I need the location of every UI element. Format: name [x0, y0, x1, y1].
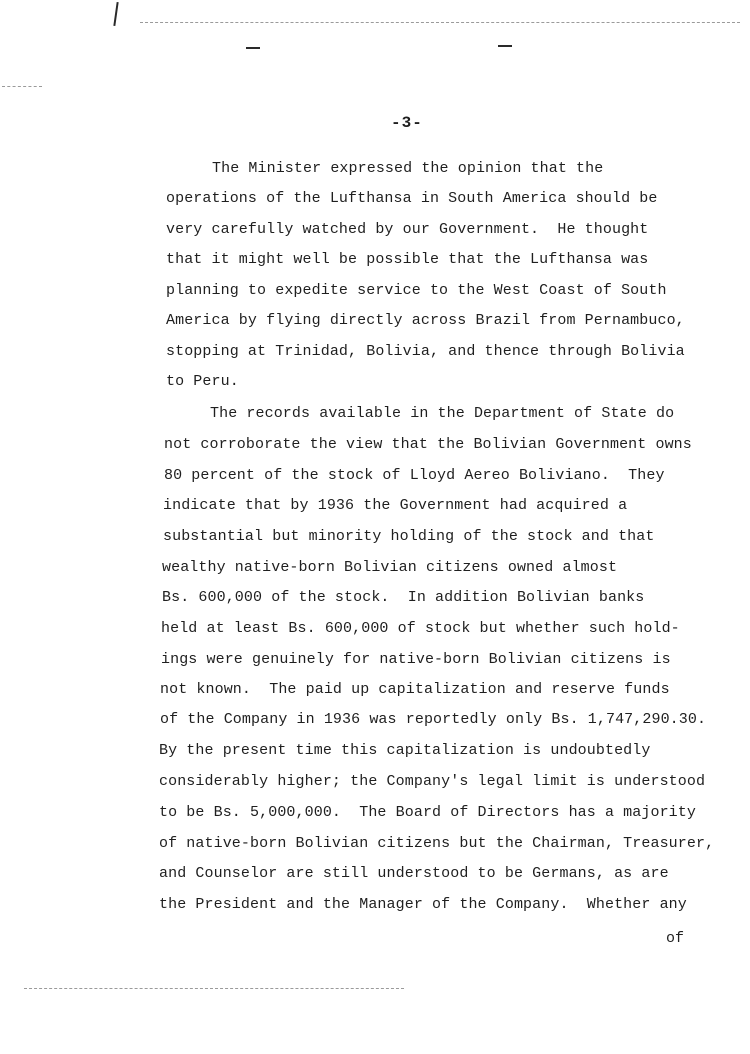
text-line: to be Bs. 5,000,000. The Board of Directors has a majority — [159, 804, 696, 821]
text-line: planning to expedite service to the West Coast of South — [166, 282, 667, 299]
text-line: held at least Bs. 600,000 of stock but whether such hold- — [161, 620, 680, 637]
scan-dots-bottom — [24, 988, 404, 989]
scan-mark-vertical — [113, 2, 118, 26]
text-line: stopping at Trinidad, Bolivia, and thence through Bolivia — [166, 343, 685, 360]
scan-dash-2 — [498, 45, 512, 47]
text-line: not corroborate the view that the Bolivian Government owns — [164, 436, 692, 453]
text-line: and Counselor are still understood to be Germans, as are — [159, 865, 669, 882]
text-line: considerably higher; the Company's legal limit is understood — [159, 773, 706, 790]
catchword: of — [666, 930, 685, 947]
text-line: wealthy native-born Bolivian citizens owned almost — [162, 559, 618, 576]
page-number: -3- — [391, 114, 423, 132]
text-line: The records available in the Department of State do — [210, 405, 675, 422]
text-line: indicate that by 1936 the Government had acquired a — [163, 497, 628, 514]
text-line: that it might well be possible that the Lufthansa was — [166, 251, 649, 268]
text-line: very carefully watched by our Government. He thought — [166, 221, 649, 238]
text-line: of native-born Bolivian citizens but the Chairman, Treasurer, — [159, 835, 715, 852]
text-line: the President and the Manager of the Company. Whether any — [159, 896, 687, 913]
text-line: 80 percent of the stock of Lloyd Aereo Boliviano. They — [164, 467, 665, 484]
scan-dots-left — [2, 86, 42, 87]
scan-dots-top — [140, 22, 740, 23]
text-line: The Minister expressed the opinion that the — [212, 160, 604, 177]
scan-dash-1 — [246, 47, 260, 49]
text-line: to Peru. — [166, 373, 239, 390]
text-line: substantial but minority holding of the stock and that — [163, 528, 655, 545]
text-line: not known. The paid up capitalization and reserve funds — [160, 681, 670, 698]
text-line: America by flying directly across Brazil from Pernambuco, — [166, 312, 685, 329]
text-line: of the Company in 1936 was reportedly only Bs. 1,747,290.30. — [160, 711, 707, 728]
text-line: By the present time this capitalization is undoubtedly — [159, 742, 651, 759]
text-line: ings were genuinely for native-born Bolivian citizens is — [161, 651, 671, 668]
text-line: operations of the Lufthansa in South America should be — [166, 190, 658, 207]
text-line: Bs. 600,000 of the stock. In addition Bolivian banks — [162, 589, 645, 606]
